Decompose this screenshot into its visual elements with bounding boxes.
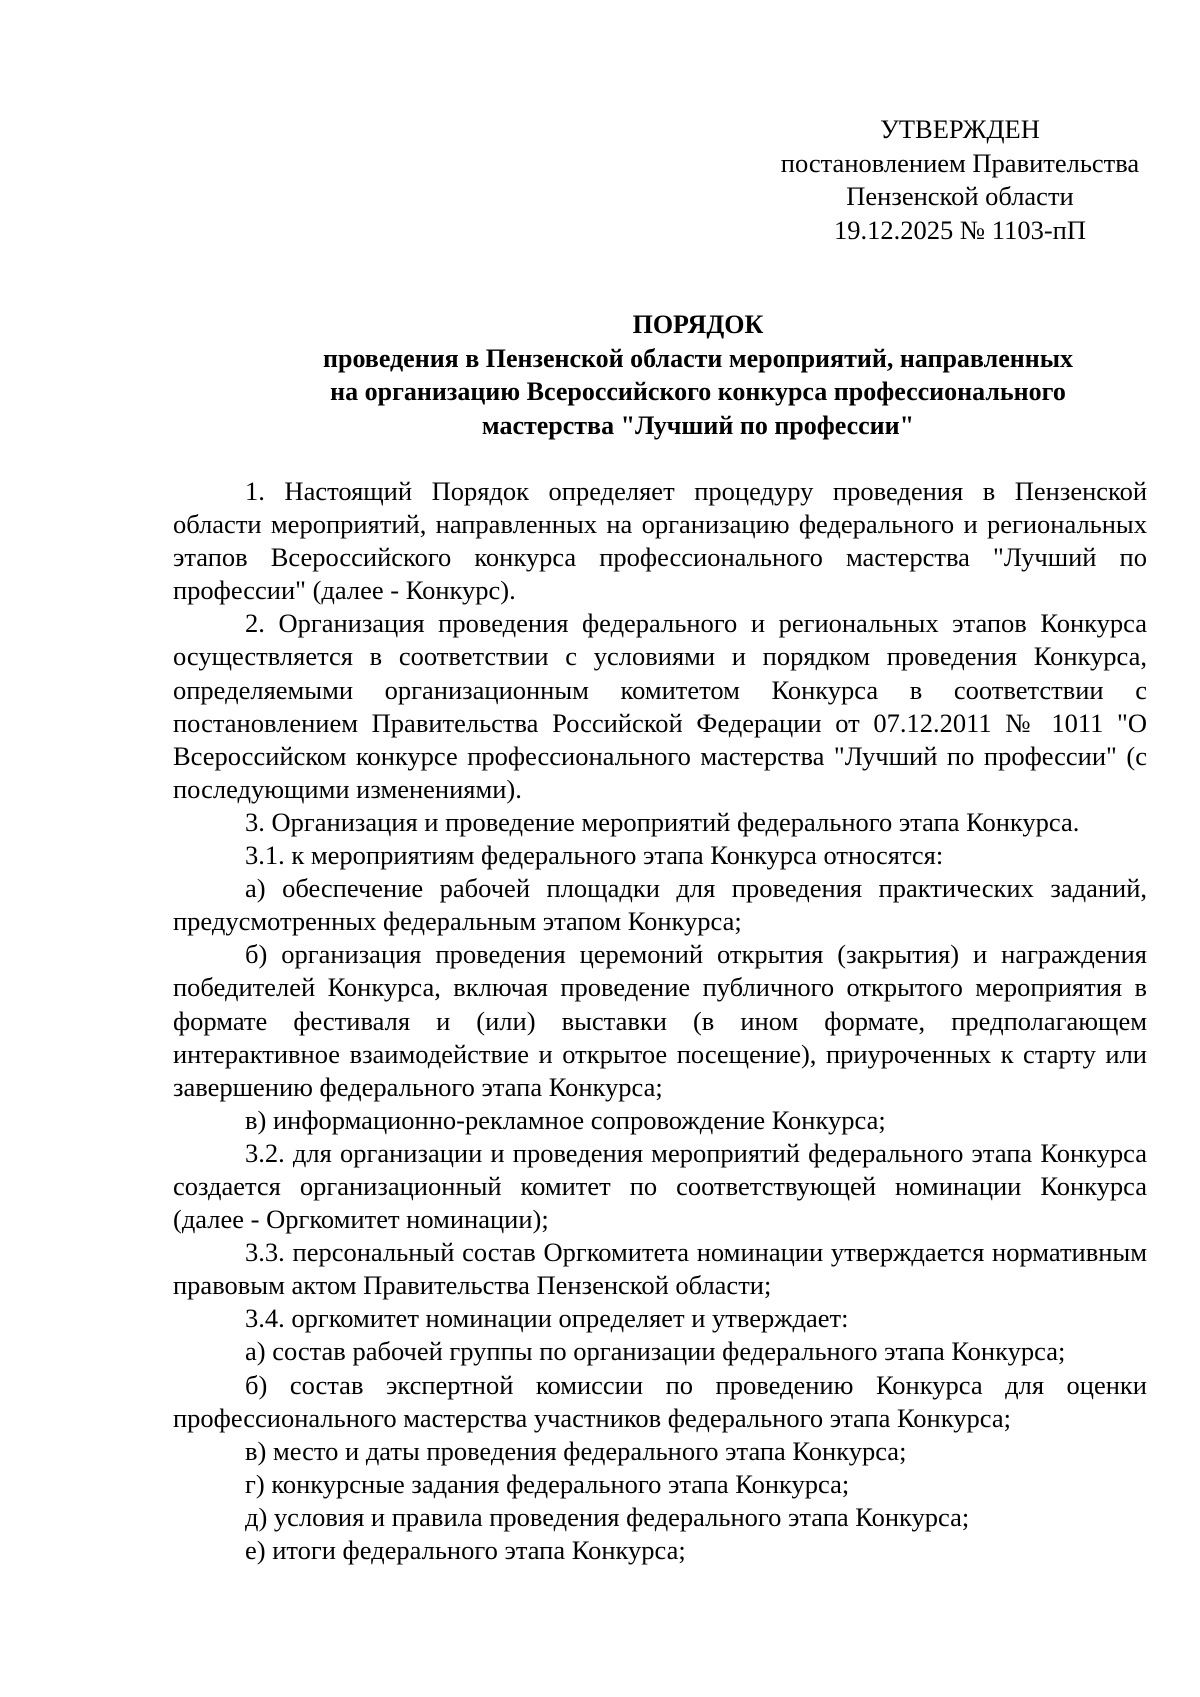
paragraph-3-1-v: в) информационно-рекламное сопровождение Конкурса; — [245, 1104, 886, 1135]
paragraph-3-4-e: е) итоги федерального этапа Конкурса; — [245, 1535, 686, 1565]
title-heading: ПОРЯДОК — [632, 310, 764, 339]
approval-date-number: 19.12.2025 № 1103-пП — [834, 214, 1086, 245]
approval-decree: постановлением Правительства — [780, 147, 1140, 178]
paragraph-3-1: 3.1. к мероприятиям федерального этапа Конкурса относятся: — [245, 840, 944, 871]
paragraph-3-4-b: б) состав экспертной комиссии по проведению Конкурса для оценки профессионального мастерства участников федерального этапа Конкурса; — [173, 1369, 1147, 1433]
paragraph-3-4-d: д) условия и правила проведения федерального этапа Конкурса; — [245, 1501, 970, 1532]
paragraph-1: 1. Настоящий Порядок определяет процедуру проведения в Пензенской области мероприятий, направленных на организацию федерального и региональных этапов Всероссийского конкурса профессионального мастерства "Лучший по профессии" (далее - Конкурс). — [173, 476, 1147, 606]
paragraph-3-4: 3.4. оргкомитет номинации определяет и утверждает: — [245, 1303, 849, 1334]
title-line-2: на организацию Всероссийского конкурса профессионального — [330, 377, 1066, 406]
document-title — [258, 308, 1138, 442]
approval-region: Пензенской области — [846, 181, 1074, 211]
paragraph-3: 3. Организация и проведение мероприятий федерального этапа Конкурса. — [245, 806, 1080, 837]
paragraph-3-1-b: б) организация проведения церемоний открытия (закрытия) и награждения победителей Конкурса, включая проведение публичного открытого мероприятия в формате фестиваля и (или) выставки (в ином формате, предполагающем интерактивное взаимодействие и открытое посещение), приуроченных к старту или завершению федерального этапа Конкурса; — [173, 939, 1147, 1102]
approval-stamp — [735, 113, 1185, 247]
paragraph-3-2: 3.2. для организации и проведения мероприятий федерального этапа Конкурса создается организационный комитет по соответствующей номинации Конкурса (далее - Оргкомитет номинации); — [173, 1137, 1147, 1235]
title-line-1: проведения в Пензенской области мероприятий, направленных — [323, 343, 1073, 373]
paragraph-2: 2. Организация проведения федерального и региональных этапов Конкурса осуществляется в соответствии с условиями и порядком проведения Конкурса, определяемыми организационным комитетом Конкурса в соответствии с постановлением Правительства Российской Федерации от 07.12.2011 № 1011 "О Всероссийском конкурсе профессионального мастерства "Лучший по профессии" (с последующими изменениями). — [173, 608, 1147, 804]
approval-word: УТВЕРЖДЕН — [880, 114, 1040, 144]
paragraph-3-4-v: в) место и даты проведения федерального этапа Конкурса; — [245, 1435, 907, 1466]
document-body — [173, 475, 1147, 1567]
paragraph-3-4-g: г) конкурсные задания федерального этапа Конкурса; — [245, 1468, 850, 1499]
title-line-3: мастерства "Лучший по профессии" — [481, 410, 915, 440]
paragraph-3-1-a: а) обеспечение рабочей площадки для проведения практических заданий, предусмотренных федеральным этапом Конкурса; — [173, 873, 1147, 937]
paragraph-3-3: 3.3. персональный состав Оргкомитета номинации утверждается нормативным правовым актом Правительства Пензенской области; — [173, 1237, 1147, 1301]
paragraph-3-4-a: а) состав рабочей группы по организации федерального этапа Конкурса; — [245, 1336, 1066, 1367]
